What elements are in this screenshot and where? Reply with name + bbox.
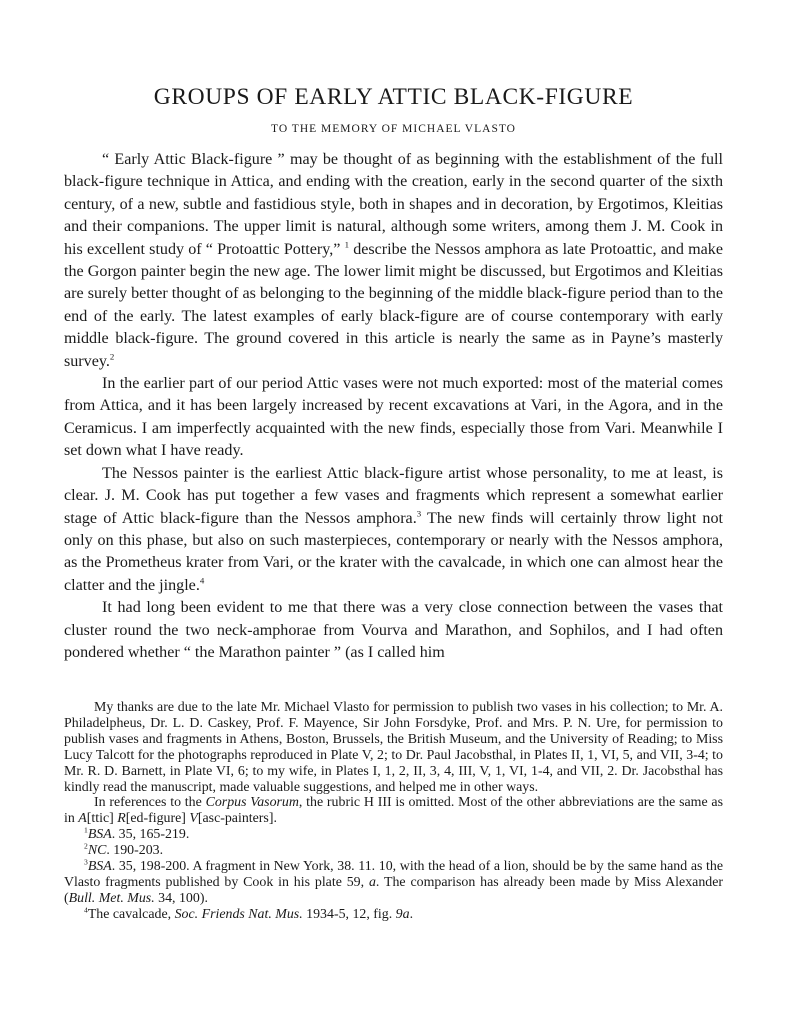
footnote-ref-1[interactable]: 1 xyxy=(344,239,350,250)
footnote-3: $^3$BSA. 35, 198-200. A fragment in New York, 38. 11. 10, with the head of a lion, should be by the same hand as the Vlasto fragments published by Cook in his plate 59, a. The comparison has already been made by Miss Alexander (Bull. Met. Mus. 34, 100). xyxy=(64,857,723,906)
article-body xyxy=(64,149,723,664)
paragraph-4: It had long been evident to me that there was a very close connection between the vases that cluster round the two neck-amphorae from Vourva and Marathon, and Sophilos, and I had often pondered whether “ the Marathon painter ” (as I called him xyxy=(64,599,723,661)
footnote-2: $^2$NC. 190-203. xyxy=(84,841,164,859)
footnote-4: $^4$The cavalcade, Soc. Friends Nat. Mus. 1934-5, 12, fig. 9a. xyxy=(84,905,414,922)
paragraph-1: “ Early Attic Black-figure ” may be thought of as beginning with the establishment of the full black-figure technique in Attica, and ending with the creation, early in the second quarter of the sixth century, of a new, subtle and fastidious style, both in shapes and in decoration, by Ergotimos, Kleitias and their companions. The upper limit is natural, although some writers, among them J. M. Cook in his excellent study of “ Protoattic Pottery,” $^1$ describe the Nessos amphora as late Protoattic, and make the Gorgon painter begin the new age. The lower limit might be discussed, but Ergotimos and Kleitias are surely better thought of as belonging to the beginning of the middle black-figure period than to the end of the early. The latest examples of early black-figure are of course contemporary with early middle black-figure. The ground covered in this article is nearly the same as in Payne’s masterly survey.$^2$ xyxy=(64,151,723,370)
footnotes xyxy=(64,700,723,923)
footnote-ref-2[interactable]: 2 xyxy=(109,351,115,362)
paragraph-3: The Nessos painter is the earliest Attic black-figure artist whose personality, to me at least, is clear. J. M. Cook has put together a few vases and fragments which represent a somewhat earlier stage of Attic black-figure than the Nessos amphora.$^3$ The new finds will certainly throw light not only on this phase, but also on such masterpieces, contemporary or nearly with the Nessos amphora, as the Prometheus krater from Vari, or the krater with the cavalcade, in which one can almost hear the clatter and the jingle.$^4$ xyxy=(64,464,724,594)
footnote-ref-3[interactable]: 3 xyxy=(416,508,422,519)
acknowledgements-note: My thanks are due to the late Mr. Michael Vlasto for permission to publish two vases in his collection; to Mr. A. Philadelpheus, Dr. L. D. Caskey, Prof. F. Mayence, Sir John Forsdyke, Prof. and Mrs. P. N. Ure, for permission to publish vases and fragments in Athens, Boston, Brussels, the British Museum, and the University of Reading; to Miss Lucy Talcott for the photographs reproduced in Plate V, 2; to Dr. Paul Jacobsthal, in Plates II, 1, VI, 5, and VII, 3-4; to Mr. R. D. Barnett, in Plate VI, 6; to my wife, in Plates I, 1, 2, II, 3, 4, III, V, 1, VI, 1-4, and VII, 2. Dr. Jacobsthal has kindly read the manuscript, made valuable suggestions, and helped me in other ways. xyxy=(64,700,723,795)
footnote-ref-4[interactable]: 4 xyxy=(199,575,205,586)
abbreviations-note: In references to the Corpus Vasorum, the rubric H III is omitted. Most of the other abbreviations are the same as in A[ttic] R[ed-figure] V[asc-painters]. xyxy=(64,795,723,827)
paragraph-2: In the earlier part of our period Attic vases were not much exported: most of the material comes from Attica, and it has been largely increased by recent excavations at Vari, in the Agora, and in the Ceramicus. I am imperfectly acquainted with the new finds, especially those from Vari. Meanwhile I set down what I have ready. xyxy=(64,375,723,460)
article-title: GROUPS OF EARLY ATTIC BLACK-FIGURE xyxy=(153,84,634,110)
dedication: TO THE MEMORY OF MICHAEL VLASTO xyxy=(271,123,516,135)
footnote-1: $^1$BSA. 35, 165-219. xyxy=(84,825,190,843)
